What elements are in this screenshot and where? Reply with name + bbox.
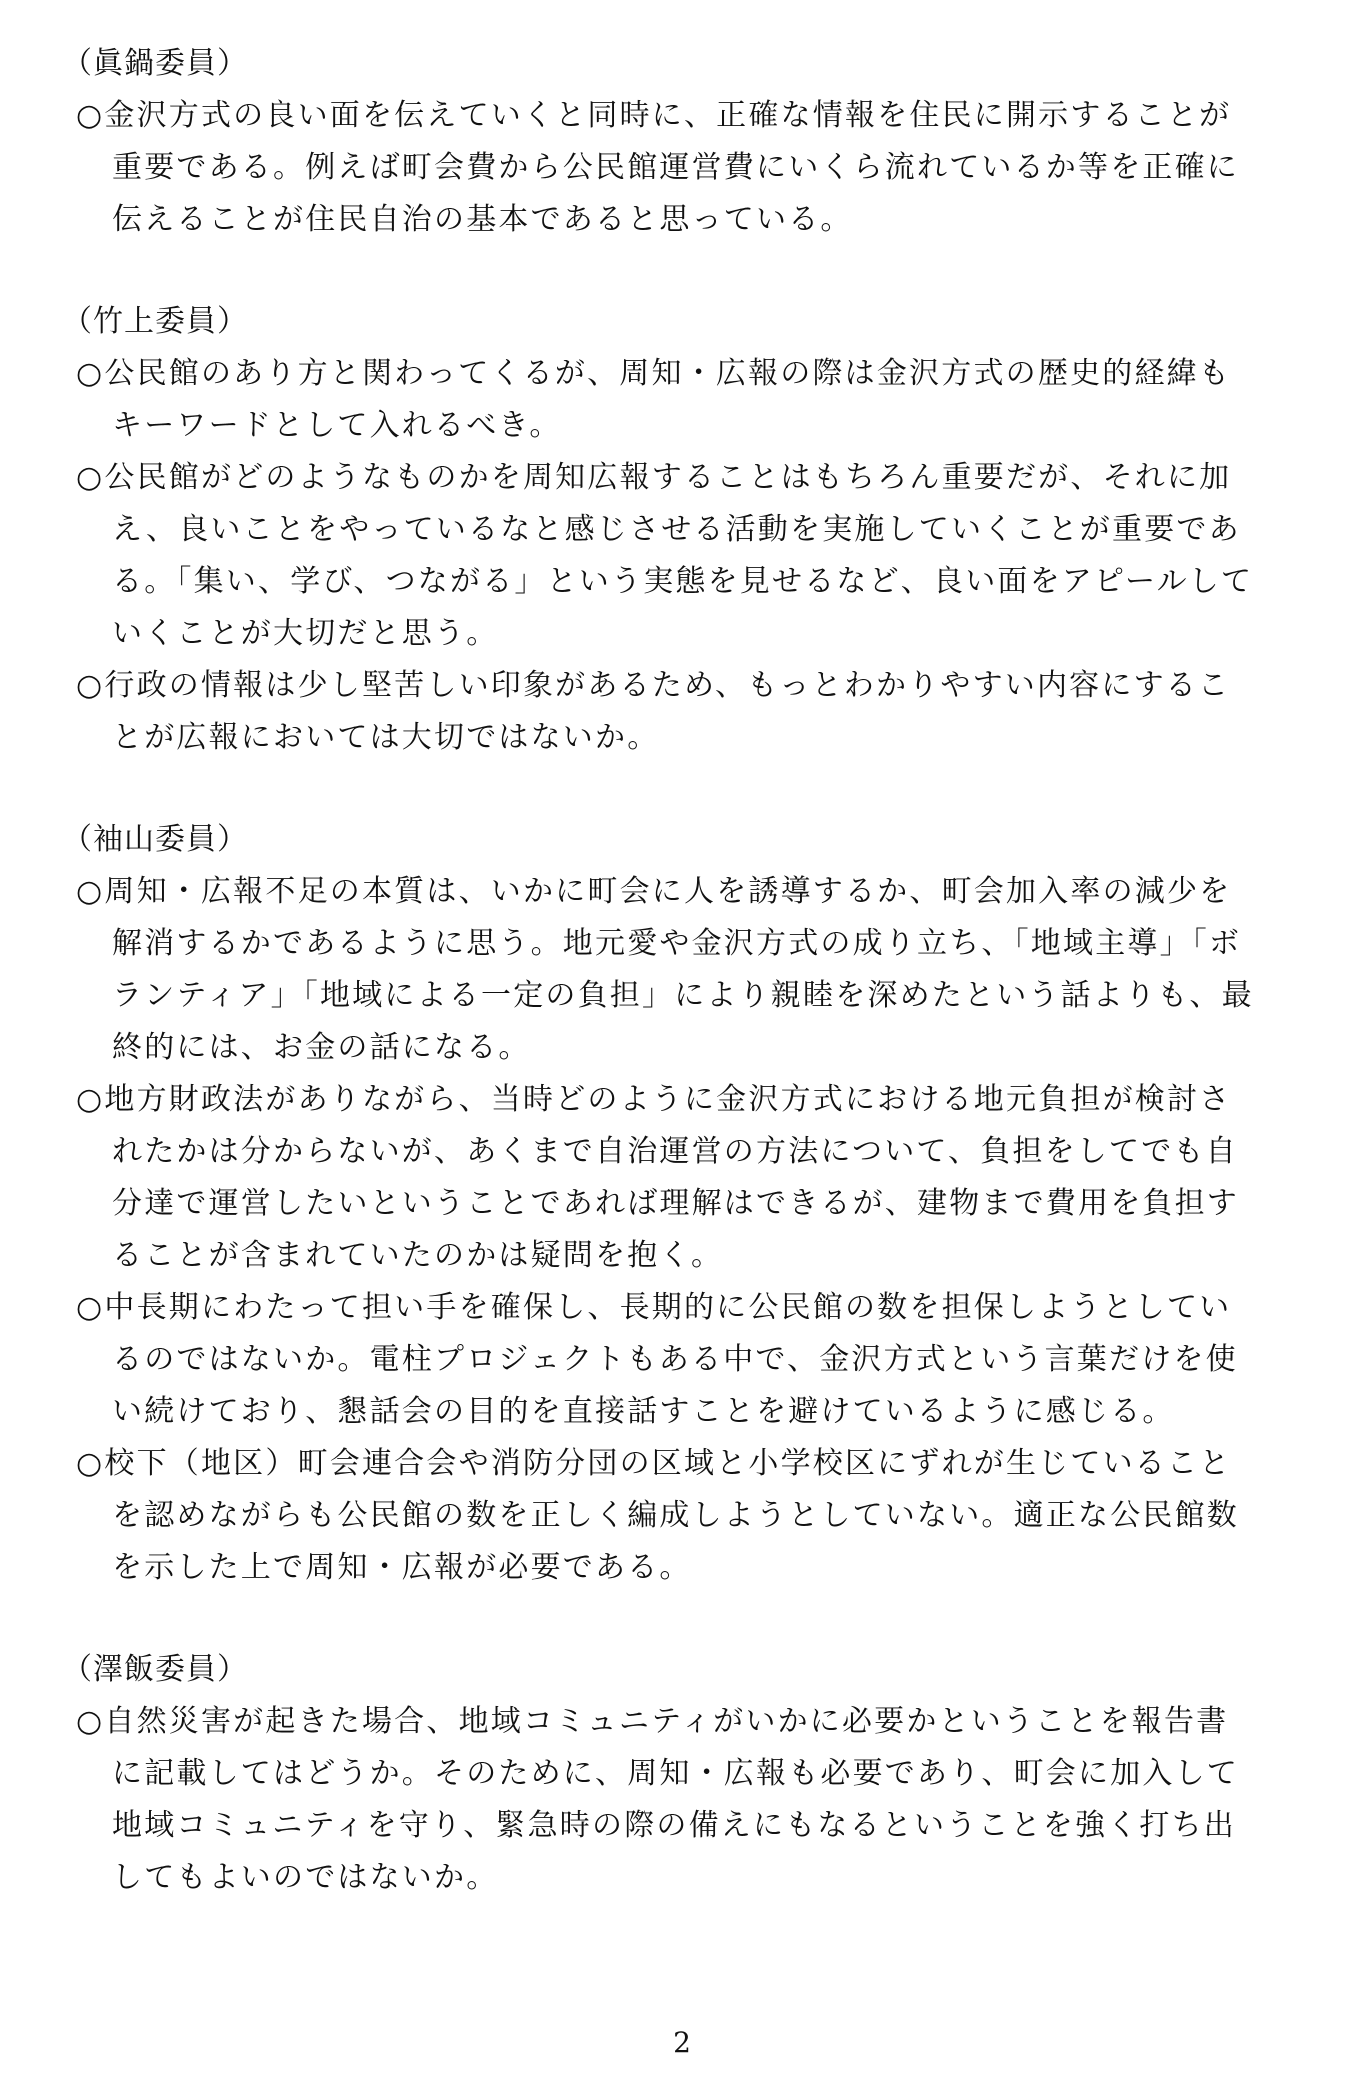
comment-item: [62, 1282, 1312, 1438]
comment-line: 解消するかであるように思う。地元愛や金沢方式の成り立ち、「地域主導」「ボ: [112, 926, 1242, 961]
speaker-heading: （澤飯委員）: [62, 1652, 248, 1687]
comment-line: ○金沢方式の良い面を伝えていくと同時に、正確な情報を住民に開示することが: [76, 98, 1232, 133]
comment-line: ○自然災害が起きた場合、地域コミュニティがいかに必要かということを報告書: [76, 1704, 1229, 1739]
comment-line: い続けており、懇話会の目的を直接話すことを避けているように感じる。: [112, 1394, 1175, 1429]
comment-item: [62, 348, 1312, 452]
section-sawai: [62, 1644, 1312, 1904]
section-manabe: [62, 38, 1312, 246]
comment-item: [62, 90, 1312, 246]
comment-line: 伝えることが住民自治の基本であると思っている。: [112, 202, 853, 237]
comment-line: ランティア」「地域による一定の負担」により親睦を深めたという話よりも、最: [112, 978, 1254, 1013]
comment-line: してもよいのではないか。: [112, 1860, 499, 1895]
comment-line: え、良いことをやっているなと感じさせる活動を実施していくことが重要であ: [112, 512, 1241, 547]
speaker-heading: （袖山委員）: [62, 822, 248, 857]
speaker-heading: （眞鍋委員）: [62, 46, 248, 81]
comment-line: 地域コミュニティを守り、緊急時の際の備えにもなるということを強く打ち出: [112, 1808, 1236, 1843]
comment-line: ○行政の情報は少し堅苦しい印象があるため、もっとわかりやすい内容にするこ: [76, 668, 1231, 703]
comment-line: とが広報においては大切ではないか。: [112, 720, 660, 755]
page-number: 2: [673, 2026, 691, 2059]
comment-line: ○公民館がどのようなものかを周知広報することはもちろん重要だが、それに加: [76, 460, 1232, 495]
document-body: [62, 38, 1312, 1904]
section-takegami: [62, 296, 1312, 764]
comment-line: ○中長期にわたって担い手を確保し、長期的に公民館の数を担保しようとしてい: [76, 1290, 1232, 1325]
comment-line: キーワードとして入れるべき。: [112, 408, 562, 443]
comment-item: [62, 660, 1312, 764]
comment-line: ○公民館のあり方と関わってくるが、周知・広報の際は金沢方式の歴史的経緯も: [76, 356, 1232, 391]
comment-line: を認めながらも公民館の数を正しく編成しようとしていない。適正な公民館数: [112, 1498, 1239, 1533]
comment-line: ることが含まれていたのかは疑問を抱く。: [112, 1238, 724, 1273]
section-sodeyama: [62, 814, 1312, 1594]
comment-line: る。「集い、学び、つながる」という実態を見せるなど、良い面をアピールして: [112, 564, 1254, 599]
comment-item: [62, 452, 1312, 660]
comment-line: れたかは分からないが、あくまで自治運営の方法について、負担をしてでも自: [112, 1134, 1238, 1169]
comment-item: [62, 866, 1312, 1074]
comment-line: 重要である。例えば町会費から公民館運営費にいくら流れているか等を正確に: [112, 150, 1239, 185]
comment-line: いくことが大切だと思う。: [112, 616, 499, 651]
speaker-heading: （竹上委員）: [62, 304, 248, 339]
comment-line: ○校下（地区）町会連合会や消防分団の区域と小学校区にずれが生じていること: [76, 1446, 1232, 1481]
comment-line: 終的には、お金の話になる。: [112, 1030, 531, 1065]
comment-item: [62, 1438, 1312, 1594]
comment-line: を示した上で周知・広報が必要である。: [112, 1550, 692, 1585]
comment-line: ○周知・広報不足の本質は、いかに町会に人を誘導するか、町会加入率の減少を: [76, 874, 1232, 909]
comment-line: るのではないか。電柱プロジェクトもある中で、金沢方式という言葉だけを使: [112, 1342, 1238, 1377]
comment-line: に記載してはどうか。そのために、周知・広報も必要であり、町会に加入して: [112, 1756, 1239, 1791]
comment-item: [62, 1074, 1312, 1282]
comment-line: 分達で運営したいということであれば理解はできるが、建物まで費用を負担す: [112, 1186, 1239, 1221]
comment-line: ○地方財政法がありながら、当時どのように金沢方式における地元負担が検討さ: [76, 1082, 1232, 1117]
comment-item: [62, 1696, 1312, 1904]
